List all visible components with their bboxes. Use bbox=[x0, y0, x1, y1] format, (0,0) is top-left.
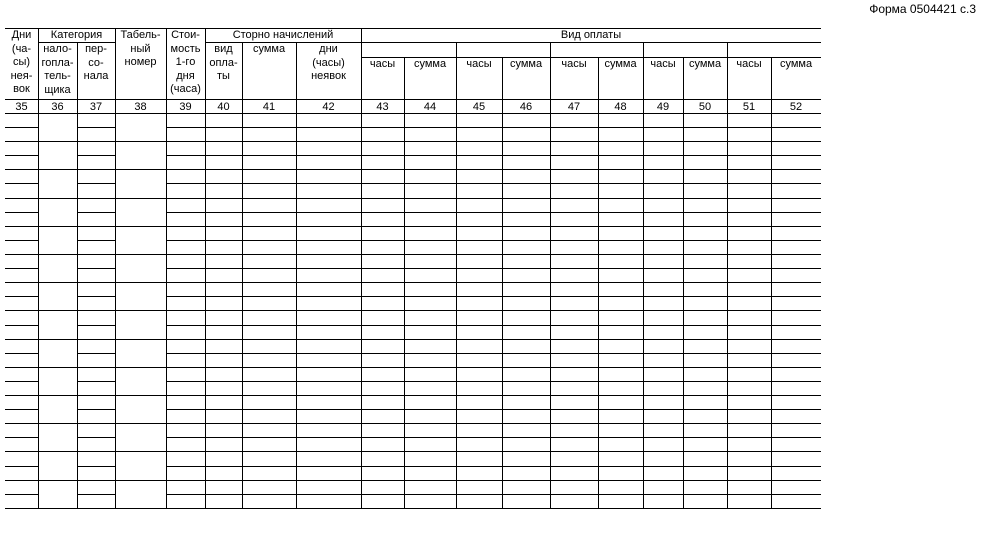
header-hours-2: часы bbox=[466, 58, 492, 70]
col-num: 44 bbox=[423, 101, 437, 113]
col-num: 42 bbox=[322, 101, 335, 113]
col-num: 36 bbox=[51, 101, 64, 113]
header-storno-days: дни (часы) неявок bbox=[311, 43, 346, 82]
header-payment-type: Вид оплаты bbox=[560, 29, 622, 41]
header-hours-3: часы bbox=[561, 58, 587, 70]
col-num: 43 bbox=[376, 101, 389, 113]
header-sum-3: сумма bbox=[604, 58, 637, 70]
timesheet-table bbox=[5, 28, 821, 509]
header-tab-number: Табель- ный номер bbox=[120, 29, 161, 68]
header-hours-1: часы bbox=[369, 58, 396, 70]
header-storno: Сторно начислений bbox=[232, 29, 334, 41]
col-num: 39 bbox=[179, 101, 192, 113]
form-code: Форма 0504421 с.3 bbox=[869, 2, 976, 16]
header-taxpayer-category: нало- гопла- тель- щика bbox=[41, 43, 74, 96]
col-num: 49 bbox=[656, 101, 670, 113]
col-num: 41 bbox=[262, 101, 276, 113]
col-num: 52 bbox=[789, 101, 803, 113]
header-hours-5: часы bbox=[736, 58, 762, 70]
header-personnel-category: пер- со- нала bbox=[83, 43, 109, 82]
header-sum-4: сумма bbox=[688, 58, 722, 70]
header-day-cost: Стои- мость 1-го дня (часа) bbox=[170, 29, 201, 95]
col-num: 51 bbox=[742, 101, 756, 113]
header-category: Категория bbox=[50, 29, 103, 41]
col-num: 48 bbox=[614, 101, 627, 113]
header-hours-4: часы bbox=[650, 58, 676, 70]
col-num: 45 bbox=[472, 101, 486, 113]
header-storno-sum: сумма bbox=[252, 43, 286, 55]
col-num: 35 bbox=[15, 101, 28, 113]
col-num: 50 bbox=[698, 101, 712, 113]
header-storno-payment-type: вид опла- ты bbox=[209, 43, 238, 82]
col-num: 40 bbox=[217, 101, 230, 113]
col-num: 37 bbox=[89, 101, 103, 113]
header-sum-5: сумма bbox=[779, 58, 813, 70]
header-days-absent: Дни (ча- сы) нея- вок bbox=[10, 29, 33, 95]
col-num: 38 bbox=[134, 101, 147, 113]
header-sum-1: сумма bbox=[413, 58, 447, 70]
col-num: 47 bbox=[567, 101, 581, 113]
header-sum-2: сумма bbox=[509, 58, 543, 70]
col-num: 46 bbox=[519, 101, 533, 113]
